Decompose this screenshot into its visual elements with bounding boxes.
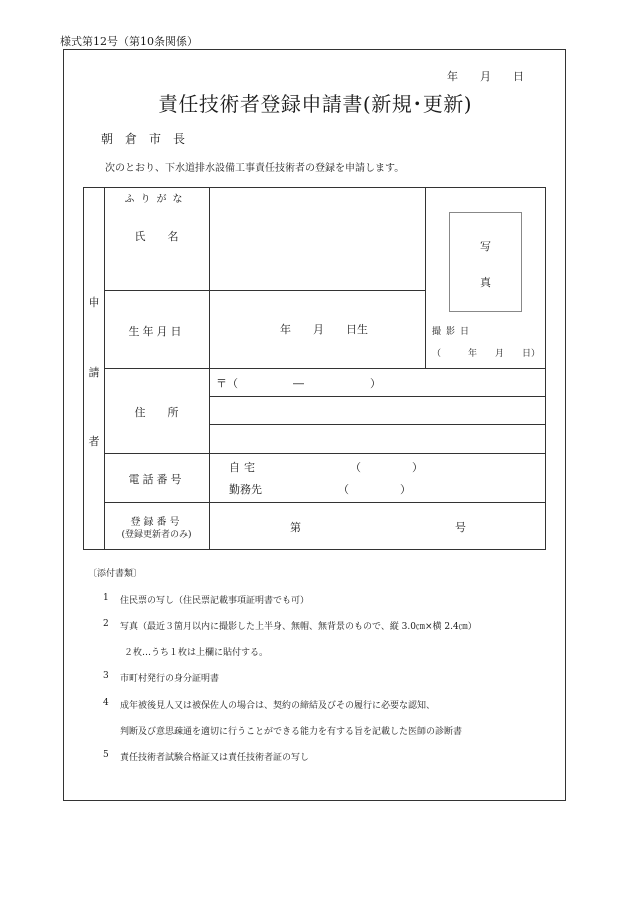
- name-field[interactable]: [211, 189, 423, 289]
- addressee: 朝倉市長: [101, 132, 198, 146]
- reg-dai: 第: [290, 521, 301, 534]
- form-number: 様式第12号（第10条関係）: [60, 35, 198, 48]
- intro-text: 次のとおり、下水道排水設備工事責任技術者の登録を申請します。: [105, 163, 405, 174]
- photo-label-1: 写: [480, 240, 491, 253]
- applicant-label-1: 申: [88, 296, 100, 309]
- attachment-num: 5: [103, 750, 109, 760]
- address-label: 住 所: [134, 406, 179, 419]
- address-line-1[interactable]: [211, 398, 544, 423]
- work-paren-open: （: [338, 483, 349, 496]
- attachments-heading: 〔添付書類〕: [88, 569, 143, 579]
- photo-label-2: 真: [480, 276, 491, 289]
- attachment-item: 市町村発行の身分証明書: [120, 674, 220, 684]
- reg-no-label: 登録番号: [130, 517, 183, 528]
- attachment-item: 成年被後見人又は被保佐人の場合は、契約の締結及びその履行に必要な認知、: [120, 701, 436, 711]
- name-label: 氏 名: [134, 230, 179, 243]
- attachment-item: 住民票の写し（住民票記載事項証明書でも可）: [120, 596, 310, 606]
- attachment-item: ２枚…うち１枚は上欄に貼付する。: [124, 648, 269, 658]
- attachment-num: 3: [103, 671, 109, 681]
- postal-code-field[interactable]: 〒（ ― ）: [216, 377, 381, 390]
- attachment-num: 1: [103, 593, 109, 603]
- birthdate-value[interactable]: 年 月 日生: [280, 323, 368, 336]
- reg-go: 号: [455, 521, 466, 534]
- date-header: 年 月 日: [447, 70, 524, 83]
- applicant-label-2: 請: [88, 366, 100, 379]
- address-line-2[interactable]: [211, 426, 544, 452]
- home-paren-close: ）: [412, 461, 423, 474]
- work-paren-close: ）: [400, 483, 411, 496]
- home-paren-open: （: [350, 461, 361, 474]
- furigana-label: ふりがな: [124, 194, 189, 205]
- photo-date-value: （ 年 月 日）: [432, 349, 541, 359]
- birthdate-label: 生年月日: [128, 325, 185, 338]
- attachment-item: 写真（最近３箇月以内に撮影した上半身、無帽、無背景のもので、縦 3.0㎝×横 2.4㎝）: [120, 622, 477, 632]
- page-title: 責任技術者登録申請書(新規･更新): [157, 92, 473, 116]
- home-phone-label: 自宅: [229, 461, 259, 474]
- attachment-num: 2: [103, 619, 109, 629]
- attachment-item: 判断及び意思疎通を適切に行うことができる能力を有する旨を記載した医師の診断書: [120, 727, 463, 737]
- photo-box[interactable]: [449, 212, 522, 312]
- photo-date-label: 撮影日: [432, 327, 475, 337]
- applicant-label-3: 者: [88, 435, 100, 448]
- phone-label: 電話番号: [128, 473, 185, 486]
- attachment-num: 4: [103, 698, 109, 708]
- work-phone-label: 勤務先: [229, 483, 262, 496]
- reg-no-note: (登録更新者のみ): [121, 530, 192, 540]
- attachment-item: 責任技術者試験合格証又は責任技術者証の写し: [120, 753, 310, 763]
